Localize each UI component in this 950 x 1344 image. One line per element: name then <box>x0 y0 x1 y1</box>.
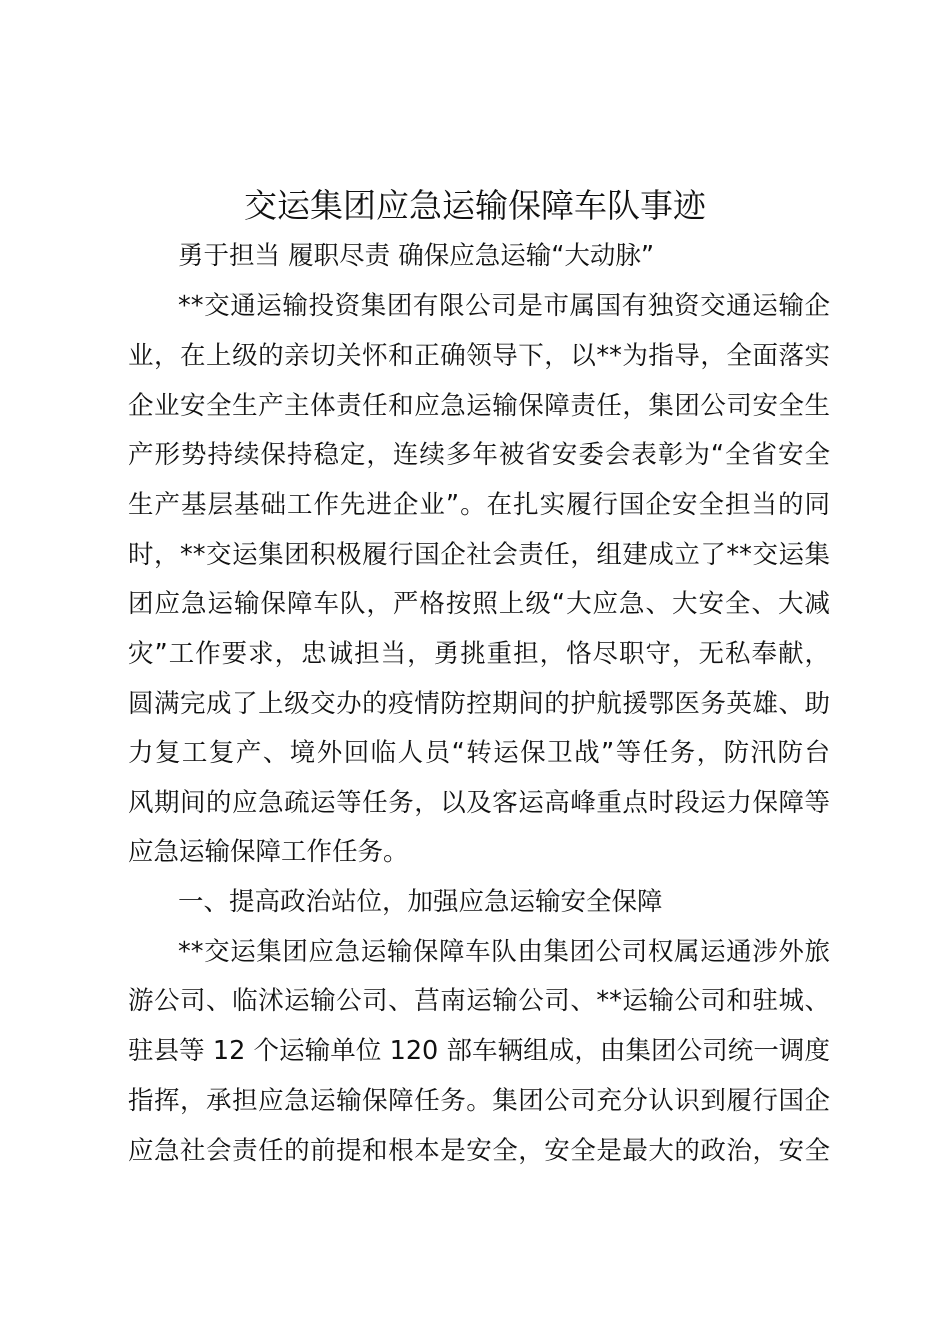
section-heading: 一、提高政治站位，加强应急运输安全保障 <box>178 887 663 917</box>
paragraph-line: 时，**交运集团积极履行国企社会责任，组建成立了**交运集 <box>128 540 830 570</box>
paragraph-line: 指挥，承担应急运输保障任务。集团公司充分认识到履行国企 <box>128 1086 830 1116</box>
paragraph-line: 生产基层基础工作先进企业”。在扎实履行国企安全担当的同 <box>128 490 830 520</box>
paragraph-line: 团应急运输保障车队，严格按照上级“大应急、大安全、大减 <box>128 589 830 619</box>
paragraph-line: **交通运输投资集团有限公司是市属国有独资交通运输企 <box>178 291 830 321</box>
paragraph-line: 风期间的应急疏运等任务，以及客运高峰重点时段运力保障等 <box>128 788 830 818</box>
paragraph-line: 产形势持续保持稳定，连续多年被省安委会表彰为“全省安全 <box>128 440 830 470</box>
paragraph-line: 圆满完成了上级交办的疫情防控期间的护航援鄂医务英雄、助 <box>128 689 830 719</box>
paragraph-line: 游公司、临沭运输公司、莒南运输公司、**运输公司和驻城、 <box>128 986 830 1016</box>
paragraph-line: 应急社会责任的前提和根本是安全，安全是最大的政治，安全 <box>128 1136 830 1166</box>
paragraph-line: 业，在上级的亲切关怀和正确领导下，以**为指导，全面落实 <box>128 341 830 371</box>
paragraph-line: 应急运输保障工作任务。 <box>128 837 409 867</box>
paragraph-line: 灾”工作要求，忠诚担当，勇挑重担，恪尽职守，无私奉献， <box>128 639 830 669</box>
subtitle-line: 勇于担当 履职尽责 确保应急运输“大动脉” <box>178 241 655 271</box>
document-title: 交运集团应急运输保障车队事迹 <box>244 186 706 225</box>
paragraph-line: 驻县等 12 个运输单位 120 部车辆组成，由集团公司统一调度 <box>128 1036 830 1066</box>
paragraph-line: 力复工复产、境外回临人员“转运保卫战”等任务，防汛防台 <box>128 738 830 768</box>
paragraph-line: **交运集团应急运输保障车队由集团公司权属运通涉外旅 <box>178 937 830 967</box>
paragraph-line: 企业安全生产主体责任和应急运输保障责任，集团公司安全生 <box>128 391 830 421</box>
